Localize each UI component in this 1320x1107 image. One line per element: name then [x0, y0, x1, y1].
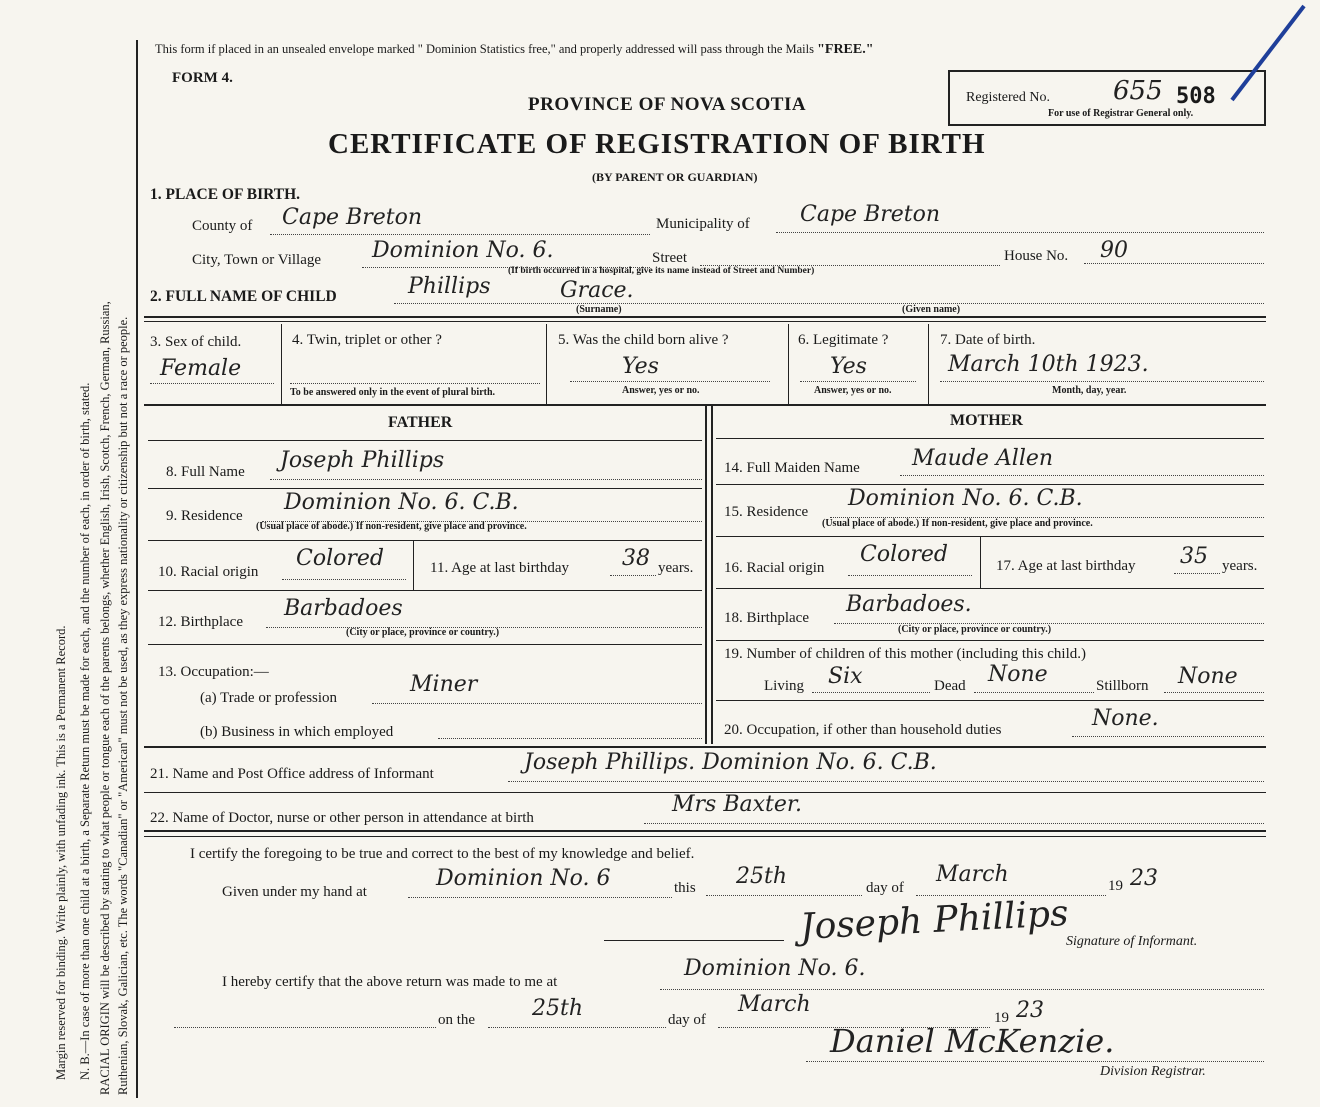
mother-head-rule: [716, 438, 1264, 439]
given-place-line: [408, 896, 672, 898]
mother-name: Maude Allen: [912, 446, 1054, 471]
given-day: 25th: [736, 864, 788, 889]
registrar-day: 25th: [532, 996, 584, 1021]
doctor-label: 22. Name of Doctor, nurse or other person in attendance at birth: [150, 810, 534, 826]
col-div-4: [928, 324, 929, 404]
father-res: Dominion No. 6. C.B.: [284, 490, 519, 515]
father-trade-label: (a) Trade or profession: [200, 690, 338, 706]
informant-line: [508, 780, 1264, 782]
margin-rule: [136, 40, 138, 1098]
father-occ-label: 13. Occupation:—: [158, 664, 269, 680]
father-years: years.: [658, 560, 694, 576]
street-note: (If birth occurred in a hospital, give its name instead of Street and Number): [508, 266, 815, 276]
twin-label: 4. Twin, triplet or other ?: [292, 332, 442, 348]
dob-line: [940, 380, 1264, 382]
sex-line: [150, 382, 274, 384]
mother-bp: Barbadoes.: [846, 592, 972, 617]
father-business-label: (b) Business in which employed: [200, 724, 394, 740]
legit-note: Answer, yes or no.: [814, 385, 892, 396]
mother-rule-4: [716, 640, 1264, 641]
mother-res: Dominion No. 6. C.B.: [848, 486, 1083, 511]
dob-value: March 10th 1923.: [948, 352, 1149, 377]
twin-note: To be answered only in the event of plural birth.: [290, 387, 496, 398]
father-name-label: 8. Full Name: [166, 464, 245, 480]
registered-no-label: Registered No.: [966, 90, 1050, 105]
mother-years: years.: [1222, 558, 1258, 574]
alive-value: Yes: [622, 354, 659, 379]
informant-signature: Joseph Phillips: [799, 893, 1070, 948]
mother-res-note: (Usual place of abode.) If non-resident, give place and province.: [822, 518, 1093, 529]
mail-note: This form if placed in an unsealed envelope marked " Dominion Statistics free," and properly addressed will pass through the Mails "FREE.": [155, 42, 874, 57]
father-res-label: 9. Residence: [166, 508, 243, 524]
margin-note-4: Ruthenian, Slovak, Galician, etc. The words "Canadian" or "American" must not be used, as they express nationality or citizenship but not a race or people.: [116, 316, 130, 1095]
reg-day-of-label: day of: [668, 1012, 706, 1028]
living-value: Six: [828, 664, 863, 689]
mother-rule-3: [716, 588, 1264, 589]
registrar-statement: I hereby certify that the above return was made to me at: [222, 974, 558, 990]
given-year: 23: [1130, 866, 1158, 891]
mother-occ-line: [1072, 735, 1264, 737]
this-label: this: [674, 880, 696, 896]
mail-free: "FREE.": [817, 42, 874, 57]
mother-race: Colored: [860, 542, 948, 567]
informant-label: 21. Name and Post Office address of Informant: [150, 766, 434, 782]
certify-statement: I certify the foregoing to be true and correct to the best of my knowledge and belief.: [190, 846, 695, 862]
father-bp-label: 12. Birthplace: [158, 614, 243, 630]
legit-value: Yes: [830, 354, 867, 379]
dob-note: Month, day, year.: [1052, 385, 1127, 396]
registered-stamp: 508: [1176, 84, 1216, 109]
father-bp: Barbadoes: [284, 596, 403, 621]
registrar-year: 23: [1016, 998, 1044, 1023]
father-rule-4: [148, 644, 702, 645]
place-heading: 1. PLACE OF BIRTH.: [150, 186, 301, 203]
dead-line: [974, 691, 1094, 693]
page-title: CERTIFICATE OF REGISTRATION OF BIRTH: [328, 128, 986, 160]
given-month: March: [936, 862, 1009, 887]
father-rule-1: [148, 488, 702, 489]
dob-label: 7. Date of birth.: [940, 332, 1036, 348]
reg-year-prefix: 19: [994, 1010, 1009, 1026]
father-age: 38: [622, 546, 650, 571]
informant-signature-label: Signature of Informant.: [1066, 934, 1198, 949]
legit-line: [800, 380, 916, 382]
child-name-line: [394, 302, 1264, 304]
house-label: House No.: [1004, 248, 1069, 264]
col-div-1: [281, 324, 282, 404]
mother-age: 35: [1180, 544, 1208, 569]
signature-line: [604, 940, 784, 941]
father-heading: FATHER: [388, 414, 453, 431]
father-age-line: [610, 574, 656, 576]
stillborn-value: None: [1178, 664, 1238, 689]
mother-res-label: 15. Residence: [724, 504, 809, 520]
father-race-div: [413, 540, 414, 590]
alive-label: 5. Was the child born alive ?: [558, 332, 729, 348]
registrar-month: March: [738, 992, 811, 1017]
mother-bp-label: 18. Birthplace: [724, 610, 809, 626]
form-number: FORM 4.: [172, 70, 233, 86]
surname-note: (Surname): [576, 304, 622, 315]
municipality-value: Cape Breton: [800, 202, 941, 227]
col-div-2: [546, 324, 547, 404]
city-label: City, Town or Village: [192, 252, 322, 268]
province-title: PROVINCE OF NOVA SCOTIA: [528, 94, 807, 115]
registered-note: For use of Registrar General only.: [1048, 108, 1194, 119]
living-label: Living: [764, 678, 804, 694]
margin-note-3: RACIAL ORIGIN will be described by stating to what people or tongue each of the parents belongs, whether English, Irish, Scotch, French, German, Russian,: [98, 301, 112, 1095]
mother-race-label: 16. Racial origin: [724, 560, 825, 576]
registered-no-value: 655: [1113, 76, 1163, 106]
mother-age-label: 17. Age at last birthday: [996, 558, 1136, 574]
mother-race-div: [980, 536, 981, 588]
mother-rule-5: [716, 700, 1264, 701]
registrar-signature-label: Division Registrar.: [1100, 1064, 1206, 1079]
rule-5b: [144, 836, 1266, 837]
city-value: Dominion No. 6.: [372, 238, 554, 263]
dead-value: None: [988, 662, 1048, 687]
father-trade: Miner: [410, 672, 478, 697]
father-race: Colored: [296, 546, 384, 571]
street-label: Street: [652, 250, 687, 266]
mother-rule-1: [716, 484, 1264, 485]
father-rule-3: [148, 590, 702, 591]
father-age-label: 11. Age at last birthday: [430, 560, 569, 576]
given-note: (Given name): [902, 304, 961, 315]
father-name-line: [270, 478, 702, 480]
rule-1: [144, 316, 1266, 318]
alive-line: [570, 380, 770, 382]
county-line: [270, 233, 650, 235]
sex-label: 3. Sex of child.: [150, 334, 242, 350]
municipality-line: [776, 231, 1264, 233]
given-day-line: [706, 894, 862, 896]
stillborn-line: [1164, 691, 1264, 693]
father-business-line: [438, 737, 702, 739]
rule-5: [144, 830, 1266, 832]
father-bp-note: (City or place, province or country.): [346, 627, 500, 638]
parents-divider-a: [705, 406, 707, 744]
registrar-pre-line: [174, 1026, 436, 1028]
father-rule-2: [148, 540, 702, 541]
given-place: Dominion No. 6: [436, 866, 611, 891]
child-surname: Phillips: [408, 274, 491, 299]
county-label: County of: [192, 218, 253, 234]
parents-divider-b: [711, 406, 713, 744]
alive-note: Answer, yes or no.: [622, 385, 700, 396]
mother-bp-note: (City or place, province or country.): [898, 624, 1052, 635]
doctor-line: [644, 822, 1264, 824]
margin-note-2: N. B.—In case of more than one child at a birth, a Separate Return must be made for each, and the number of each, in order of birth, stated.: [78, 382, 92, 1080]
mother-occ-label: 20. Occupation, if other than household duties: [724, 722, 1002, 738]
father-race-line: [282, 578, 406, 580]
registrar-sig-line: [806, 1060, 1264, 1062]
child-given: Grace.: [560, 278, 634, 303]
blue-ink-mark: [1228, 2, 1308, 106]
registrar-place-line: [660, 988, 1264, 990]
sex-value: Female: [160, 356, 242, 381]
mother-age-line: [1174, 572, 1220, 574]
margin-note-1: Margin reserved for binding. Write plainly, with unfading ink. This is a Permanent Record.: [54, 625, 68, 1080]
registration-box: [948, 70, 1266, 126]
father-res-note: (Usual place of abode.) If non-resident, give place and province.: [256, 521, 527, 532]
doctor-value: Mrs Baxter.: [672, 792, 802, 817]
page-subtitle: (BY PARENT OR GUARDIAN): [592, 170, 758, 184]
rule-1b: [144, 321, 1266, 322]
col-div-3: [788, 324, 789, 404]
informant-value: Joseph Phillips. Dominion No. 6. C.B.: [524, 750, 937, 775]
on-the-label: on the: [438, 1012, 476, 1028]
given-year-prefix: 19: [1108, 878, 1123, 894]
living-line: [812, 691, 930, 693]
mother-children-label: 19. Number of children of this mother (including this child.): [724, 646, 1087, 662]
mother-rule-2: [716, 536, 1264, 537]
county-value: Cape Breton: [282, 205, 423, 230]
twin-line: [290, 382, 540, 384]
mother-name-line: [900, 474, 1264, 476]
mother-race-line: [848, 574, 972, 576]
father-race-label: 10. Racial origin: [158, 564, 259, 580]
father-name: Joseph Phillips: [280, 448, 445, 473]
child-name-label: 2. FULL NAME OF CHILD: [150, 288, 337, 305]
registrar-signature: Daniel McKenzie.: [830, 1022, 1115, 1060]
mother-occ: None.: [1092, 706, 1159, 731]
stillborn-label: Stillborn: [1096, 678, 1149, 694]
legit-label: 6. Legitimate ?: [798, 332, 889, 348]
house-value: 90: [1100, 238, 1128, 263]
dead-label: Dead: [934, 678, 966, 694]
father-trade-line: [372, 702, 702, 704]
municipality-label: Municipality of: [656, 216, 750, 232]
day-of-label: day of: [866, 880, 904, 896]
mother-name-label: 14. Full Maiden Name: [724, 460, 860, 476]
rule-3: [144, 746, 1266, 748]
binding-margin: [0, 0, 140, 1107]
given-under-label: Given under my hand at: [222, 884, 367, 900]
father-head-rule: [148, 440, 702, 441]
registrar-place: Dominion No. 6.: [684, 956, 866, 981]
mother-heading: MOTHER: [950, 412, 1023, 429]
reg-day-line: [488, 1026, 666, 1028]
